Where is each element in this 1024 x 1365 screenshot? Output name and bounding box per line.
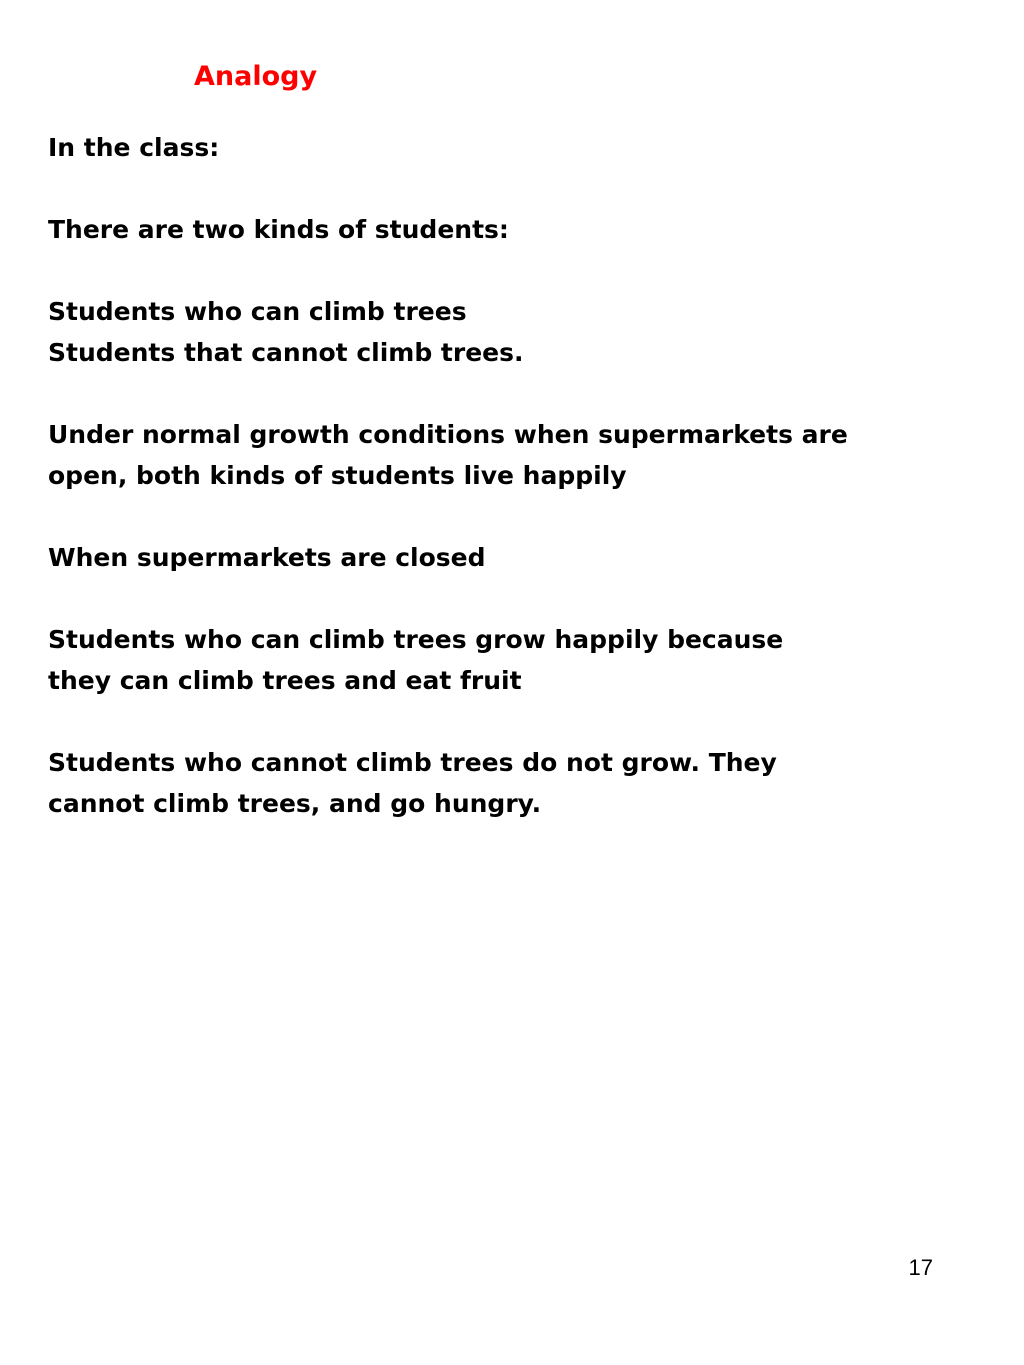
text-line: they can climb trees and eat fruit <box>48 666 522 695</box>
text-line: Students who can climb trees <box>48 297 467 326</box>
slide-title: Analogy <box>194 61 318 92</box>
slide-body <box>48 127 1008 865</box>
text-line: Students that cannot climb trees. <box>48 338 524 367</box>
text-line: Under normal growth conditions when supermarkets are <box>48 420 848 449</box>
paragraph-normal-conditions <box>48 414 1008 496</box>
text-line: open, both kinds of students live happily <box>48 461 627 490</box>
text-line: Students who can climb trees grow happily because <box>48 625 784 654</box>
text-line: cannot climb trees, and go hungry. <box>48 789 542 818</box>
text-line: In the class: <box>48 133 220 162</box>
text-line: When supermarkets are closed <box>48 543 486 572</box>
paragraph-student-types <box>48 291 1008 373</box>
text-line: Students who cannot climb trees do not grow. They <box>48 748 777 777</box>
page-number: 17 <box>908 1255 933 1280</box>
paragraph-non-climbers-hungry <box>48 742 1008 824</box>
text-line: There are two kinds of students: <box>48 215 509 244</box>
paragraph-in-the-class <box>48 127 1008 168</box>
paragraph-two-kinds <box>48 209 1008 250</box>
paragraph-climbers-grow <box>48 619 1008 701</box>
paragraph-supermarkets-closed <box>48 537 1008 578</box>
